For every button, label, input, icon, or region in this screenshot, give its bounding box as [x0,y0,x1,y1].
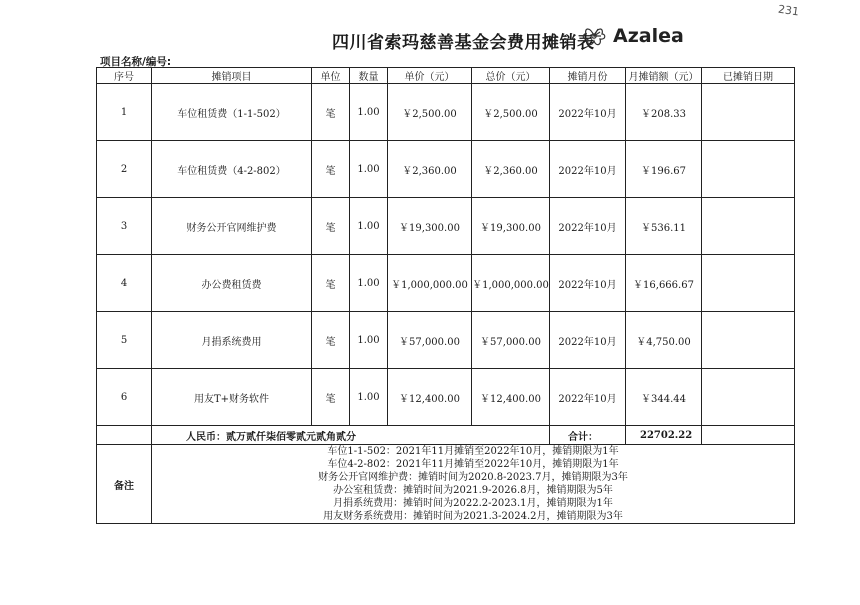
cell-month: 2022年10月 [550,198,626,255]
cell-item: 车位租赁费（4-2-802） [152,141,312,198]
header-date: 已摊销日期 [702,68,795,84]
table-row [97,369,795,426]
cell-date [702,84,795,141]
cell-total-price: ￥1,000,000.00 [472,255,550,312]
cell-monthly: ￥196.67 [626,141,702,198]
cell-month: 2022年10月 [550,84,626,141]
total-spacer [97,426,152,445]
cell-month: 2022年10月 [550,312,626,369]
header-item: 摊销项目 [152,68,312,84]
cell-month: 2022年10月 [550,141,626,198]
cell-no: 3 [97,198,152,255]
notes-list [152,445,795,524]
page-number: 231 [777,2,800,19]
cell-unit: 笔 [312,255,350,312]
project-name-label: 项目名称/编号: [100,56,172,68]
notes-label: 备注 [97,445,152,524]
table-row [97,141,795,198]
cell-total-price: ￥2,500.00 [472,84,550,141]
cell-no: 5 [97,312,152,369]
cell-qty: 1.00 [350,312,388,369]
cell-qty: 1.00 [350,198,388,255]
amortization-table [96,67,795,524]
notes-row [97,445,795,524]
cell-monthly: ￥4,750.00 [626,312,702,369]
header-no: 序号 [97,68,152,84]
cell-unit-price: ￥19,300.00 [388,198,472,255]
header-monthly: 月摊销额（元） [626,68,702,84]
cell-no: 6 [97,369,152,426]
cell-month: 2022年10月 [550,369,626,426]
cell-unit-price: ￥57,000.00 [388,312,472,369]
cell-item: 月捐系统费用 [152,312,312,369]
total-row [97,426,795,445]
azalea-logo [578,20,684,52]
cell-no: 2 [97,141,152,198]
azalea-flower-icon [578,20,610,52]
cell-month: 2022年10月 [550,255,626,312]
note-line: 用友财务系统费用：摊销时间为2021.3-2024.2月，摊销期限为3年 [323,511,623,522]
logo-text: Azalea [613,25,684,47]
cell-total-price: ￥19,300.00 [472,198,550,255]
cell-date [702,255,795,312]
table-header-row [97,68,795,84]
cell-unit-price: ￥2,500.00 [388,84,472,141]
header-qty: 数量 [350,68,388,84]
note-line: 月捐系统费用：摊销时间为2022.2-2023.1月，摊销期限为1年 [333,498,613,509]
note-line: 车位4-2-802：2021年11月摊销至2022年10月，摊销期限为1年 [327,459,619,470]
note-line: 办公室租赁费：摊销时间为2021.9-2026.8月，摊销期限为5年 [333,485,613,496]
cell-unit-price: ￥2,360.00 [388,141,472,198]
total-empty [702,426,795,445]
cell-item: 财务公开官网维护费 [152,198,312,255]
cell-unit: 笔 [312,84,350,141]
note-line: 车位1-1-502：2021年11月摊销至2022年10月，摊销期限为1年 [327,446,619,457]
cell-total-price: ￥57,000.00 [472,312,550,369]
cell-unit-price: ￥12,400.00 [388,369,472,426]
cell-date [702,198,795,255]
cell-date [702,369,795,426]
table-row [97,198,795,255]
table-row [97,255,795,312]
cell-qty: 1.00 [350,141,388,198]
header-unit-price: 单价（元） [388,68,472,84]
cell-qty: 1.00 [350,84,388,141]
table-row [97,84,795,141]
total-value: 22702.22 [626,426,702,445]
cell-monthly: ￥344.44 [626,369,702,426]
cell-total-price: ￥2,360.00 [472,141,550,198]
cell-monthly: ￥536.11 [626,198,702,255]
cell-unit: 笔 [312,198,350,255]
cell-monthly: ￥16,666.67 [626,255,702,312]
cell-date [702,312,795,369]
total-label: 合计： [550,426,626,445]
cell-monthly: ￥208.33 [626,84,702,141]
cell-item: 办公费租赁费 [152,255,312,312]
cell-qty: 1.00 [350,255,388,312]
amount-in-words: 人民币：贰万贰仟柒佰零贰元贰角贰分 [152,426,550,445]
cell-unit: 笔 [312,312,350,369]
cell-no: 4 [97,255,152,312]
table-row [97,312,795,369]
cell-item: 用友T+财务软件 [152,369,312,426]
cell-no: 1 [97,84,152,141]
cell-unit-price: ￥1,000,000.00 [388,255,472,312]
cell-unit: 笔 [312,141,350,198]
cell-unit: 笔 [312,369,350,426]
cell-item: 车位租赁费（1-1-502） [152,84,312,141]
note-line: 财务公开官网维护费：摊销时间为2020.8-2023.7月，摊销期限为3年 [318,472,628,483]
header-month: 摊销月份 [550,68,626,84]
cell-date [702,141,795,198]
cell-qty: 1.00 [350,369,388,426]
header-unit: 单位 [312,68,350,84]
header-total-price: 总价（元） [472,68,550,84]
page-title: 四川省索玛慈善基金会费用摊销表 [332,33,595,53]
cell-total-price: ￥12,400.00 [472,369,550,426]
